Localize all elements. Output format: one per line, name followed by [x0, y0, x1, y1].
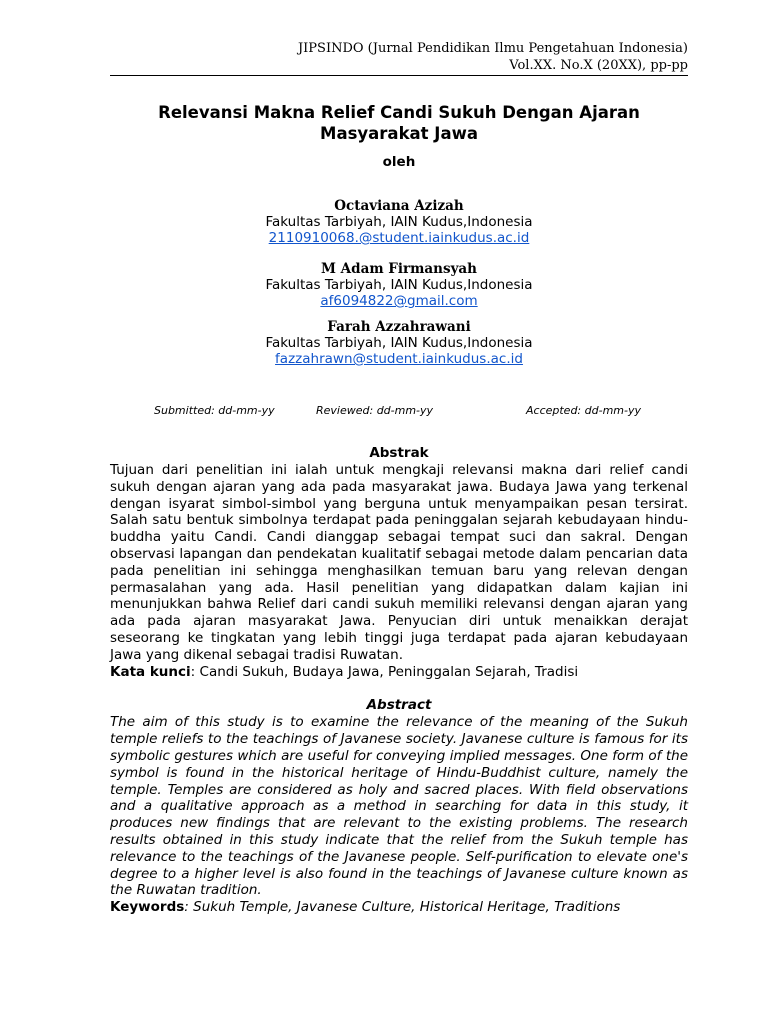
paper-title	[110, 102, 688, 144]
author-name: M Adam Firmansyah	[321, 261, 477, 277]
abstrak-keywords	[110, 664, 688, 681]
title-line-1: Relevansi Makna Relief Candi Sukuh Dengan Ajaran	[158, 103, 640, 122]
author-affiliation: Fakultas Tarbiyah, IAIN Kudus,Indonesia	[265, 214, 533, 230]
author-name: Octaviana Azizah	[334, 198, 464, 214]
header-divider	[110, 75, 688, 76]
author-block-1	[110, 198, 688, 246]
oleh-label: oleh	[382, 154, 416, 170]
author-affiliation: Fakultas Tarbiyah, IAIN Kudus,Indonesia	[265, 277, 533, 293]
reviewed-date: Reviewed: dd-mm-yy	[316, 404, 434, 417]
author-email-link[interactable]: fazzahrawn@student.iainkudus.ac.id	[275, 351, 523, 367]
paper-page	[110, 40, 688, 916]
author-email-link[interactable]: 2110910068.@student.iainkudus.ac.id	[268, 230, 530, 246]
review-dates	[110, 404, 688, 420]
journal-header	[110, 40, 688, 74]
abstract-keywords	[110, 899, 688, 916]
author-block-3	[110, 319, 688, 367]
author-block-2	[110, 261, 688, 309]
title-line-2: Masyarakat Jawa	[320, 124, 478, 143]
author-email-link[interactable]: af6094822@gmail.com	[320, 293, 478, 309]
author-name: Farah Azzahrawani	[327, 319, 471, 335]
abstrak-heading: Abstrak	[369, 445, 429, 461]
author-affiliation: Fakultas Tarbiyah, IAIN Kudus,Indonesia	[265, 335, 533, 351]
keywords-list: : Sukuh Temple, Javanese Culture, Historical Heritage, Traditions	[184, 899, 621, 916]
abstract-heading: Abstract	[366, 697, 432, 714]
accepted-date: Accepted: dd-mm-yy	[526, 404, 641, 417]
submitted-date: Submitted: dd-mm-yy	[154, 404, 275, 417]
abstrak-text: Tujuan dari penelitian ini ialah untuk mengkaji relevansi makna dari relief candi sukuh dengan ajaran yang ada pada masyarakat jawa. Budaya Jawa yang terkenal dengan isyarat simbol-simbol yang berguna untuk menyampaikan pesan tersirat. Salah satu bentuk simbolnya terdapat pada peninggalan sejarah kebudayaan hindu-buddha yaitu Candi. Candi dianggap sebagai tempat suci dan sakral. Dengan observasi lapangan dan pendekatan kualitatif sebagai metode dalam pencarian data pada penelitian ini sehingga menghasilkan temuan baru yang relevan dengan permasalahan yang ada. Hasil penelitian yang didapatkan dalam kajian ini menunjukkan bahwa Relief dari candi sukuh memiliki relevansi dengan ajaran yang ada pada ajaran masyarakat Jawa. Penyucian diri untuk menaikkan derajat seseorang ke tingkatan yang lebih tinggi juga terdapat pada ajaran kebudayaan Jawa yang dikenal sebagai tradisi Ruwatan.	[110, 462, 688, 663]
keywords-label: Keywords	[110, 899, 185, 916]
journal-volume: Vol.XX. No.X (20XX), pp-pp	[509, 58, 688, 73]
keywords-list: : Candi Sukuh, Budaya Jawa, Peninggalan Sejarah, Tradisi	[190, 663, 579, 680]
journal-name: JIPSINDO (Jurnal Pendidikan Ilmu Pengetahuan Indonesia)	[297, 41, 688, 56]
keywords-label: Kata kunci	[110, 663, 191, 680]
abstract-text: The aim of this study is to examine the relevance of the meaning of the Sukuh temple reliefs to the teachings of Javanese society. Javanese culture is famous for its symbolic gestures which are useful for conveying implied messages. One form of the symbol is found in the historical heritage of Hindu-Buddhist culture, namely the temple. Temples are considered as holy and sacred places. With field observations and a qualitative approach as a method in searching for data in this study, it produces new findings that are relevant to the existing problems. The research results obtained in this study indicate that the relief from the Sukuh temple has relevance to the teachings of the Javanese people. Self-purification to elevate one's degree to a higher level is also found in the teachings of Javanese culture known as the Ruwatan tradition.	[110, 714, 688, 899]
